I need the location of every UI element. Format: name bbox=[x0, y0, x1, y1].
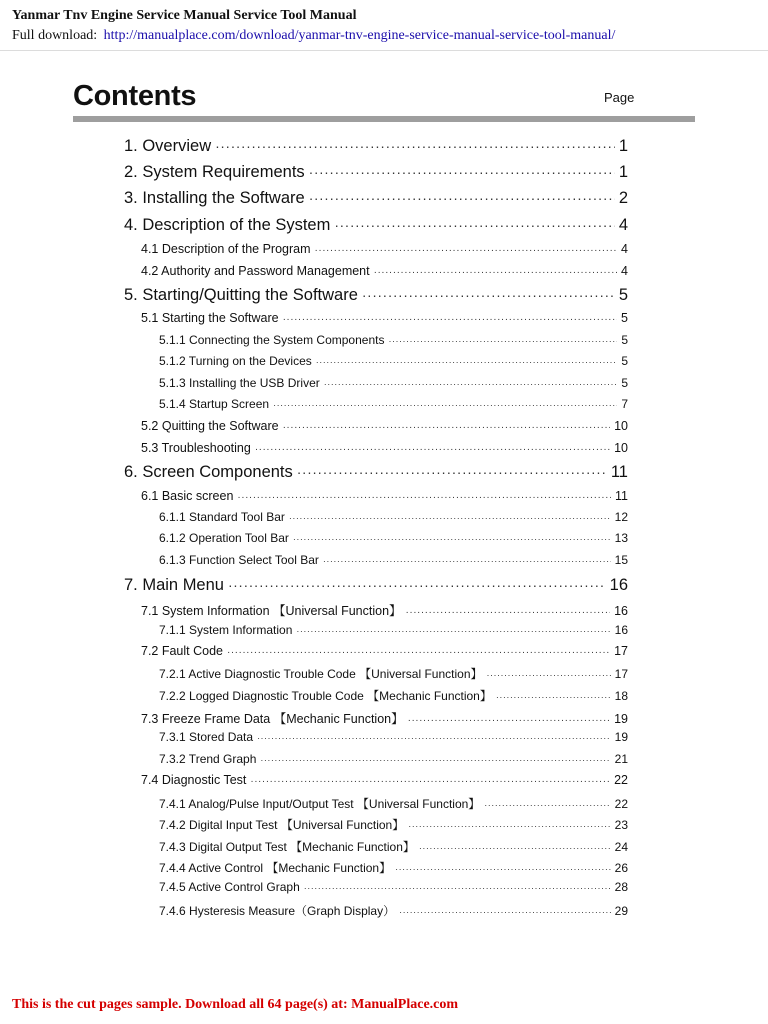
toc-entry-page: 12 bbox=[614, 510, 628, 524]
page-title: Contents bbox=[73, 80, 197, 112]
toc-entry[interactable] bbox=[159, 510, 628, 524]
dot-leader bbox=[255, 444, 610, 455]
dot-leader bbox=[374, 267, 617, 278]
toc-entry-title: 1. Overview bbox=[124, 137, 212, 155]
toc-entry[interactable] bbox=[141, 709, 628, 727]
toc-entry-page: 5 bbox=[618, 286, 628, 304]
toc-entry-page: 1 bbox=[618, 163, 628, 181]
toc-entry[interactable] bbox=[141, 644, 628, 658]
dot-leader bbox=[496, 692, 611, 702]
toc-entry[interactable] bbox=[124, 137, 628, 156]
toc-entry-title: 7.1 System Information 【Universal Function】 bbox=[141, 604, 402, 618]
toc-entry-title: 4. Description of the System bbox=[124, 216, 331, 234]
toc-entry-title: 3. Installing the Software bbox=[124, 189, 305, 207]
dot-leader bbox=[215, 138, 615, 154]
toc-entry-title: 6.1.2 Operation Tool Bar bbox=[159, 531, 289, 545]
toc-entry[interactable] bbox=[159, 553, 628, 567]
toc-entry[interactable] bbox=[159, 902, 628, 919]
toc-entry-title: 5.2 Quitting the Software bbox=[141, 419, 279, 433]
toc-entry-page: 15 bbox=[614, 553, 628, 567]
toc-entry[interactable] bbox=[124, 189, 628, 208]
dot-leader bbox=[324, 379, 618, 389]
toc-entry[interactable] bbox=[159, 687, 628, 704]
toc-entry-page: 22 bbox=[614, 797, 628, 811]
dot-leader bbox=[309, 164, 615, 180]
dot-leader bbox=[237, 492, 611, 503]
dot-leader bbox=[484, 800, 610, 810]
toc-entry-title: 7.4.2 Digital Input Test 【Universal Function】 bbox=[159, 818, 405, 832]
toc-entry-title: 7.4.3 Digital Output Test 【Mechanic Function】 bbox=[159, 840, 415, 854]
toc-entry-page: 17 bbox=[614, 644, 628, 658]
toc-entry-page: 10 bbox=[614, 419, 628, 433]
toc-entry-title: 6.1.3 Function Select Tool Bar bbox=[159, 553, 319, 567]
toc-entry-page: 10 bbox=[614, 441, 628, 455]
dot-leader bbox=[388, 336, 617, 346]
dot-leader bbox=[362, 287, 615, 303]
toc-entry-page: 29 bbox=[614, 904, 628, 918]
toc-entry-page: 19 bbox=[614, 730, 628, 744]
toc-entry[interactable] bbox=[159, 859, 628, 876]
toc-entry-title: 6.1.1 Standard Tool Bar bbox=[159, 510, 285, 524]
dot-leader bbox=[289, 513, 611, 523]
dot-leader bbox=[487, 670, 611, 680]
dot-leader bbox=[408, 715, 610, 726]
toc-entry-title: 7.3.2 Trend Graph bbox=[159, 752, 257, 766]
toc-entry-title: 5.1 Starting the Software bbox=[141, 311, 279, 325]
toc-entry[interactable] bbox=[159, 531, 628, 545]
toc-entry-title: 6. Screen Components bbox=[124, 463, 293, 481]
toc-entry-title: 4.2 Authority and Password Management bbox=[141, 264, 370, 278]
toc-entry[interactable] bbox=[124, 576, 628, 595]
toc-entry-page: 16 bbox=[614, 623, 628, 637]
toc-entry-title: 7.4 Diagnostic Test bbox=[141, 773, 247, 787]
toc-entry-title: 5.1.4 Startup Screen bbox=[159, 397, 270, 411]
toc-entry[interactable] bbox=[141, 264, 628, 278]
toc-entry-title: 5.3 Troubleshooting bbox=[141, 441, 251, 455]
dot-leader bbox=[260, 755, 610, 765]
toc-entry-page: 4 bbox=[621, 242, 628, 256]
toc-entry[interactable] bbox=[141, 489, 628, 503]
toc-entry[interactable] bbox=[159, 816, 628, 833]
toc-entry-page: 1 bbox=[618, 137, 628, 155]
document-title: Yanmar Tnv Engine Service Manual Service Tool Manual bbox=[12, 8, 357, 23]
dot-leader bbox=[250, 776, 610, 787]
dot-leader bbox=[283, 422, 611, 433]
toc-entry[interactable] bbox=[141, 441, 628, 455]
toc-entry-page: 7 bbox=[621, 397, 628, 411]
toc-entry[interactable] bbox=[159, 838, 628, 855]
toc-entry[interactable] bbox=[124, 163, 628, 182]
toc-entry[interactable] bbox=[141, 773, 628, 787]
toc-entry[interactable] bbox=[159, 623, 628, 637]
toc-entry-title: 7.2.2 Logged Diagnostic Trouble Code 【Mechanic Function】 bbox=[159, 689, 492, 703]
dot-leader bbox=[296, 626, 610, 636]
toc-entry-title: 5.1.3 Installing the USB Driver bbox=[159, 376, 320, 390]
toc-entry-page: 4 bbox=[618, 216, 628, 234]
dot-leader bbox=[315, 245, 618, 256]
dot-leader bbox=[309, 190, 615, 206]
toc-entry[interactable] bbox=[159, 730, 628, 744]
toc-entry-page: 13 bbox=[614, 531, 628, 545]
toc-entry[interactable] bbox=[159, 376, 628, 390]
toc-entry-page: 11 bbox=[610, 463, 628, 481]
toc-entry-page: 19 bbox=[614, 712, 628, 726]
toc-entry-page: 16 bbox=[614, 604, 628, 618]
toc-entry[interactable] bbox=[141, 419, 628, 433]
toc-entry-page: 23 bbox=[614, 818, 628, 832]
toc-entry-title: 7.4.1 Analog/Pulse Input/Output Test 【Universal Function】 bbox=[159, 797, 481, 811]
toc-entry[interactable] bbox=[159, 354, 628, 368]
toc-entry-page: 2 bbox=[618, 189, 628, 207]
dot-leader bbox=[257, 733, 611, 743]
toc-entry-title: 7.3 Freeze Frame Data 【Mechanic Function】 bbox=[141, 712, 404, 726]
toc-entry[interactable] bbox=[124, 216, 628, 235]
dot-leader bbox=[399, 907, 611, 917]
toc-entry[interactable] bbox=[141, 242, 628, 256]
toc-entry[interactable] bbox=[159, 333, 628, 347]
toc-entry[interactable] bbox=[124, 463, 628, 482]
dot-leader bbox=[227, 647, 610, 658]
toc-entry-title: 7.4.5 Active Control Graph bbox=[159, 880, 300, 894]
toc-entry-page: 11 bbox=[615, 489, 628, 503]
toc-entry-page: 17 bbox=[614, 667, 628, 681]
toc-entry-title: 7.4.6 Hysteresis Measure（Graph Display） bbox=[159, 904, 396, 918]
toc-entry-title: 5. Starting/Quitting the Software bbox=[124, 286, 358, 304]
dot-leader bbox=[283, 314, 617, 325]
toc-entry[interactable] bbox=[159, 397, 628, 411]
dot-leader bbox=[419, 843, 611, 853]
toc-entry-page: 5 bbox=[621, 311, 628, 325]
toc-entry-title: 7.2 Fault Code bbox=[141, 644, 223, 658]
sample-notice: This is the cut pages sample. Download all 64 page(s) at: ManualPlace.com bbox=[12, 997, 459, 1012]
toc-entry-page: 21 bbox=[614, 752, 628, 766]
toc-entry[interactable] bbox=[159, 795, 628, 812]
toc-entry[interactable] bbox=[141, 601, 628, 619]
toc-entry-title: 4.1 Description of the Program bbox=[141, 242, 311, 256]
dot-leader bbox=[334, 217, 614, 233]
toc-entry-page: 5 bbox=[621, 354, 628, 368]
toc-entry-page: 5 bbox=[621, 333, 628, 347]
dot-leader bbox=[406, 607, 611, 618]
dot-leader bbox=[395, 864, 611, 874]
dot-leader bbox=[273, 400, 617, 410]
toc-entry[interactable] bbox=[159, 665, 628, 682]
toc-entry[interactable] bbox=[159, 880, 628, 894]
toc-entry[interactable] bbox=[141, 311, 628, 325]
toc-entry-page: 22 bbox=[614, 773, 628, 787]
toc-entry-page: 26 bbox=[614, 861, 628, 875]
dot-leader bbox=[408, 821, 610, 831]
toc-entry-page: 4 bbox=[621, 264, 628, 278]
toc-entry-title: 7.1.1 System Information bbox=[159, 623, 293, 637]
dot-leader bbox=[304, 883, 611, 893]
toc-entry-page: 28 bbox=[614, 880, 628, 894]
toc-entry-title: 7. Main Menu bbox=[124, 576, 224, 594]
toc-entry-page: 18 bbox=[614, 689, 628, 703]
toc-entry[interactable] bbox=[124, 286, 628, 305]
toc-entry-title: 6.1 Basic screen bbox=[141, 489, 234, 503]
download-link[interactable]: http://manualplace.com/download/yanmar-tnv-engine-service-manual-service-tool-manual/ bbox=[103, 28, 616, 43]
toc-entry-title: 7.4.4 Active Control 【Mechanic Function】 bbox=[159, 861, 392, 875]
toc-entry-page: 5 bbox=[621, 376, 628, 390]
toc-entry-page: 16 bbox=[609, 576, 628, 594]
download-label: Full download: bbox=[12, 28, 98, 43]
dot-leader bbox=[297, 464, 607, 480]
toc-entry-title: 5.1.2 Turning on the Devices bbox=[159, 354, 312, 368]
dot-leader bbox=[316, 357, 618, 367]
toc-entry-page: 24 bbox=[614, 840, 628, 854]
toc-entry-title: 5.1.1 Connecting the System Components bbox=[159, 333, 385, 347]
dot-leader bbox=[293, 534, 611, 544]
toc-entry-title: 2. System Requirements bbox=[124, 163, 305, 181]
dot-leader bbox=[228, 577, 606, 593]
toc-entry-title: 7.2.1 Active Diagnostic Trouble Code 【Universal Function】 bbox=[159, 667, 483, 681]
toc-entry[interactable] bbox=[159, 752, 628, 766]
dot-leader bbox=[323, 556, 611, 566]
page-column-label: Page bbox=[604, 90, 635, 105]
toc-entry-title: 7.3.1 Stored Data bbox=[159, 730, 254, 744]
